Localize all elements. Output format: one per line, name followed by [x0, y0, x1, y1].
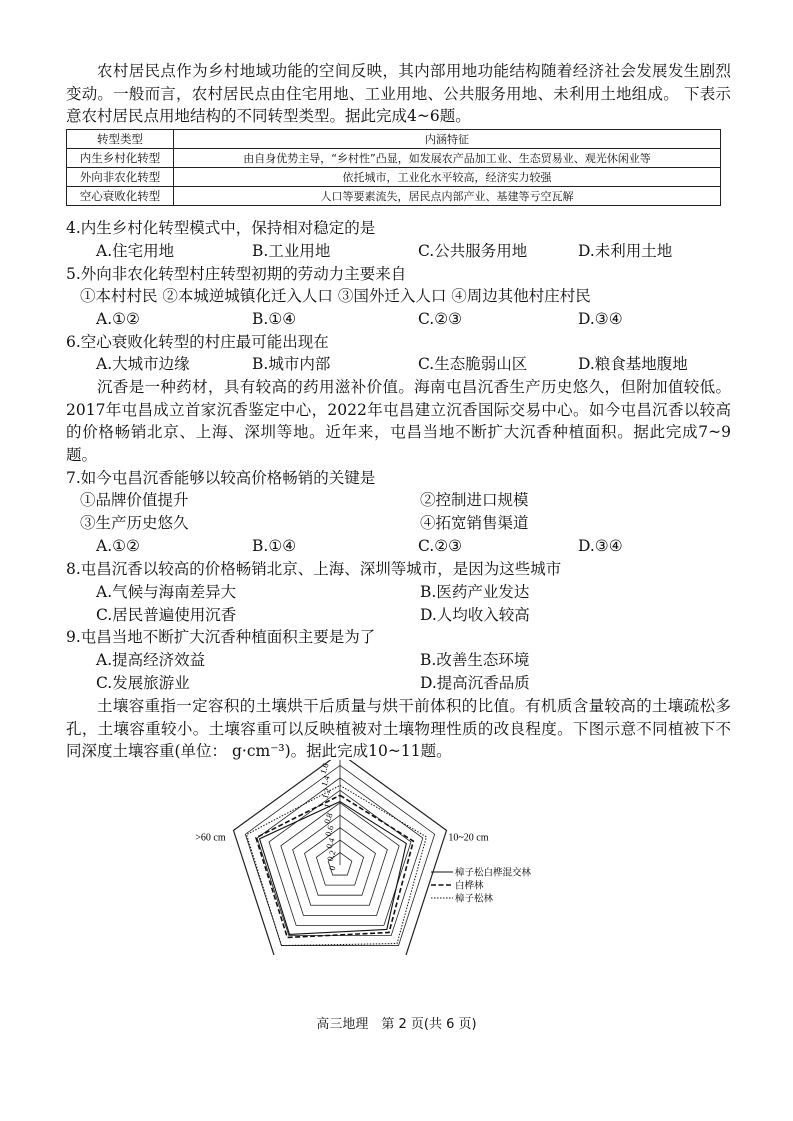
- question-6-option-d: D.粮食基地腹地: [578, 355, 688, 373]
- table-cell-feature: 由自身优势主导，“乡村性”凸显，如发展农产品加工业、生态贸易业、观光休闲业等: [174, 149, 721, 168]
- tick-label: 0.4: [323, 836, 337, 850]
- page-footer: 高三地理 第 2 页(共 6 页): [316, 1017, 477, 1032]
- question-4-stem: 4.内生乡村化转型模式中，保持相对稳定的是: [66, 219, 376, 237]
- tick-label: 0.2: [324, 849, 338, 863]
- table-cell-type: 外向非农化转型: [67, 168, 174, 187]
- tick-label: 0.6: [322, 824, 336, 838]
- soil-bulk-density-radar-chart: [195, 760, 535, 955]
- table-cell-feature: 依托城市，工业化水平较高，经济实力较强: [174, 168, 721, 187]
- transformation-type-table: [66, 129, 721, 206]
- question-7-option-a: A.①②: [96, 537, 140, 555]
- question-7-option-d: D.③④: [578, 537, 623, 555]
- intro-passage-3: 土壤容重指一定容积的土壤烘干后质量与烘干前体积的比值。有机质含量较高的土壤疏松多孔，土壤容重较小。土壤容重可以反映植被对土壤物理性质的改良程度。下图示意不同植被下不同深度土壤容重(单位： g·cm⁻³)。据此完成10~11题。: [66, 697, 731, 760]
- question-4-option-d: D.未利用土地: [578, 242, 673, 260]
- table-header-cell: 转型类型: [67, 130, 174, 149]
- question-6-stem: 6.空心衰败化转型的村庄最可能出现在: [66, 333, 329, 351]
- question-8-option-c: C.居民普遍使用沉香: [96, 606, 237, 624]
- question-4-option-c: C.公共服务用地: [418, 242, 528, 260]
- question-9-stem: 9.屯昌当地不断扩大沉香种植面积主要是为了: [66, 628, 376, 646]
- question-4-option-b: B.工业用地: [252, 242, 331, 260]
- tick-label: 1.2: [319, 786, 333, 801]
- question-7-option-c: C.②③: [418, 537, 463, 555]
- table-header-row: [67, 130, 721, 149]
- question-7-item-3: ③生产历史悠久: [80, 514, 189, 532]
- question-8-option-b: B.医药产业发达: [420, 583, 530, 601]
- question-9-option-a: A.提高经济效益: [96, 651, 206, 669]
- question-7-item-2: ②控制进口规模: [420, 491, 529, 509]
- tick-label: 0.8: [321, 811, 335, 825]
- legend-label: 樟子松白桦混交林: [455, 867, 532, 879]
- table-row: [67, 149, 721, 168]
- legend-label: 樟子松林: [455, 893, 494, 905]
- table-cell-type: 空心衰败化转型: [67, 187, 174, 206]
- question-5-option-b: B.①④: [252, 310, 297, 328]
- legend-label: 白桦林: [455, 880, 484, 892]
- question-5-option-c: C.②③: [418, 310, 463, 328]
- question-9-option-b: B.改善生态环境: [420, 651, 530, 669]
- question-8-option-d: D.人均收入较高: [420, 606, 530, 624]
- question-8-stem: 8.屯昌沉香以较高的价格畅销北京、上海、深圳等城市，是因为这些城市: [66, 560, 562, 578]
- question-6-option-c: C.生态脆弱山区: [418, 355, 528, 373]
- question-7-item-1: ①品牌价值提升: [80, 491, 189, 509]
- table-cell-type: 内生乡村化转型: [67, 149, 174, 168]
- question-8-option-a: A.气候与海南差异大: [96, 583, 237, 601]
- question-4-option-a: A.住宅用地: [96, 242, 175, 260]
- axis-label: >60 cm: [195, 832, 226, 844]
- axis-label: 10~20 cm: [448, 832, 489, 844]
- intro-passage-1: 农村居民点作为乡村地域功能的空间反映，其内部用地功能结构随着经济社会发展发生剧烈变动。一般而言，农村居民点由住宅用地、工业用地、公共服务用地、未利用土地组成。 下表示意农村居民点用地结构的不同转型类型。据此完成4~6题。: [66, 62, 731, 125]
- question-9-option-c: C.发展旅游业: [96, 674, 190, 692]
- question-5-option-d: D.③④: [578, 310, 623, 328]
- question-7-item-4: ④拓宽销售渠道: [420, 514, 529, 532]
- question-6-option-a: A.大城市边缘: [96, 355, 190, 373]
- intro-passage-2: 沉香是一种药材，具有较高的药用滋补价值。海南屯昌沉香生产历史悠久，但附加值较低。2017年屯昌成立首家沉香鉴定中心，2022年屯昌建立沉香国际交易中心。如今屯昌沉香以较高的价格畅销北京、上海、深圳等地。近年来，屯昌当地不断扩大沉香种植面积。据此完成7~9题。: [66, 378, 731, 464]
- tick-label: 0: [326, 864, 338, 872]
- question-7-option-b: B.①④: [252, 537, 297, 555]
- question-5-stem: 5.外向非农化转型村庄转型初期的劳动力主要来自: [66, 265, 407, 283]
- table-row: [67, 187, 721, 206]
- table-cell-feature: 人口等要素流失，居民点内部产业、基建等亏空瓦解: [174, 187, 721, 206]
- question-9-option-d: D.提高沉香品质: [420, 674, 530, 692]
- question-5-option-a: A.①②: [96, 310, 140, 328]
- question-6-option-b: B.城市内部: [252, 355, 331, 373]
- tick-label: 1.4: [318, 774, 332, 788]
- tick-label: 1: [321, 802, 333, 810]
- table-header-cell: 内涵特征: [174, 130, 721, 149]
- tick-label: 1.6: [317, 761, 331, 776]
- series-line-3: [247, 785, 427, 945]
- table-row: [67, 168, 721, 187]
- question-7-stem: 7.如今屯昌沉香能够以较高价格畅销的关键是: [66, 469, 376, 487]
- question-5-items: ①本村村民 ②本城逆城镇化迁入人口 ③国外迁入人口 ④周边其他村庄村民: [80, 287, 591, 305]
